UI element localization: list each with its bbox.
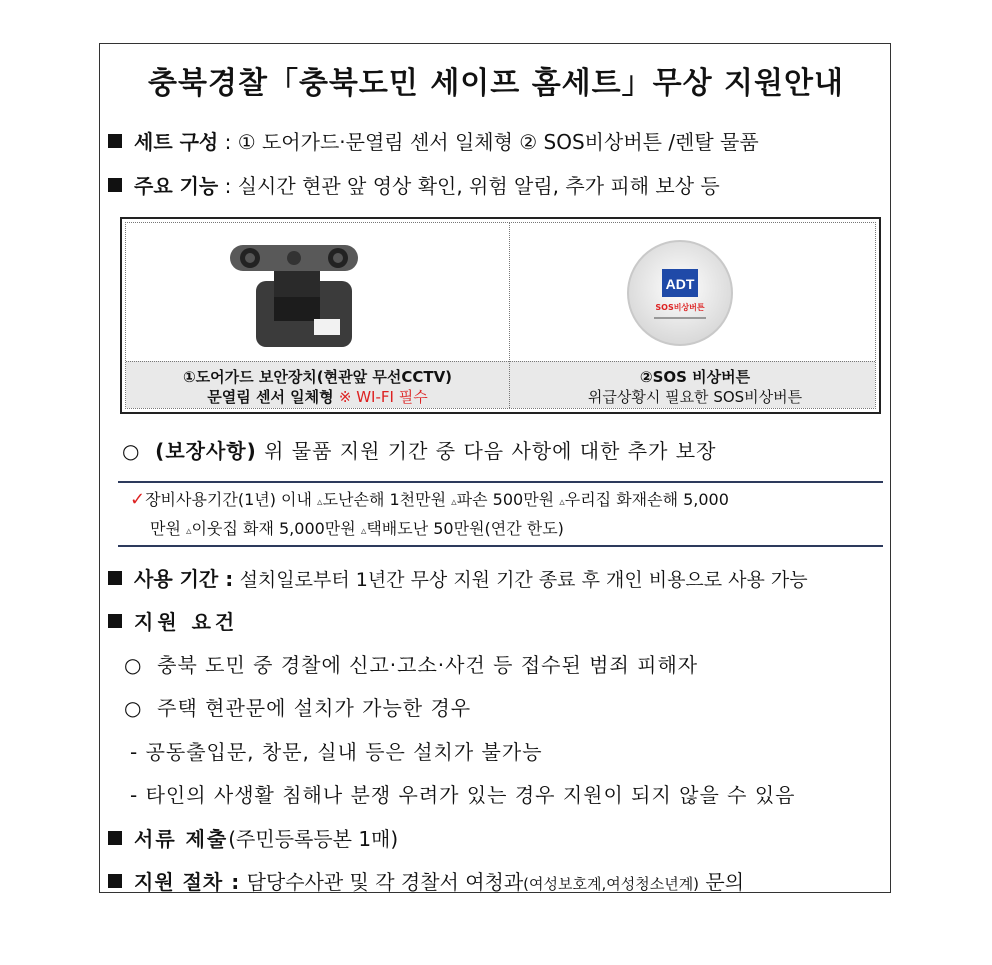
badge-text: SOS비상버튼 <box>655 303 705 312</box>
triangle-bullet-icon: ▵ <box>360 524 367 537</box>
circle-bullet-icon: ○ <box>124 696 143 720</box>
support-req-label: 지원 요건 <box>134 610 239 634</box>
guarantee-line1-b: 도난손해 1천만원 <box>322 490 447 509</box>
product1-caption <box>126 367 509 407</box>
set-config-label: 세트 구성 <box>134 130 219 154</box>
procedure-text-a: 담당수사관 및 각 경찰서 여청과 <box>246 870 524 894</box>
guarantee-label: (보장사항) <box>155 439 257 463</box>
product2-caption-line2: 위급상황시 필요한 SOS비상버튼 <box>587 388 803 406</box>
product1-caption-line2: 문열림 센서 일체형 <box>207 388 334 406</box>
usage-period-text: 설치일로부터 1년간 무상 지원 기간 종료 후 개인 비용으로 사용 가능 <box>239 569 808 591</box>
guarantee-line2-b: 이웃집 화재 5,000만원 <box>191 519 356 538</box>
documents-row <box>108 823 398 852</box>
triangle-bullet-icon: ▵ <box>186 524 192 537</box>
sos-button-image <box>610 237 750 347</box>
product2-caption-line1: ②SOS 비상버튼 <box>639 368 751 386</box>
guarantee-line1-d: 우리집 화재손해 5,000 <box>564 490 729 509</box>
product-table <box>120 217 881 414</box>
support-req-item2 <box>124 692 471 721</box>
page-title: 충북경찰「충북도민 세이프 홈세트」무상 지원안내 <box>148 66 844 101</box>
support-req-item1-text: 충북 도민 중 경찰에 신고·고소·사건 등 접수된 범죄 피해자 <box>157 653 699 677</box>
procedure-row <box>108 866 744 895</box>
product2-caption <box>510 367 880 407</box>
support-req-item1 <box>124 649 698 678</box>
set-config-text: : ① 도어가드·문열림 센서 일체형 ② SOS비상버튼 /렌탈 물품 <box>224 130 759 154</box>
triangle-bullet-icon: ▵ <box>317 495 323 508</box>
support-req-sub2: - 타인의 사생활 침해나 분쟁 우려가 있는 경우 지원이 되지 않을 수 있음 <box>130 783 796 807</box>
set-config-row <box>108 126 759 155</box>
procedure-label: 지원 절차 : <box>134 870 241 894</box>
badge-brand: ADT <box>665 276 695 292</box>
guarantee-details <box>130 486 880 544</box>
square-bullet-icon <box>108 571 122 585</box>
procedure-text-b: (여성보호계,여성청소년계) <box>523 875 700 893</box>
support-req-row <box>108 606 238 635</box>
guarantee-line2-a: 만원 <box>150 519 181 538</box>
guarantee-line1-c: 파손 500만원 <box>456 490 555 509</box>
main-features-label: 주요 기능 <box>134 174 219 198</box>
guarantee-text: 위 물품 지원 기간 중 다음 사항에 대한 추가 보장 <box>264 439 717 463</box>
documents-label: 서류 제출 <box>134 827 229 851</box>
triangle-bullet-icon: ▵ <box>451 495 457 508</box>
circle-bullet-icon: ○ <box>124 653 143 677</box>
circle-bullet-icon: ○ <box>122 439 141 463</box>
usage-period-row <box>108 563 808 592</box>
checkmark-icon: ✓ <box>130 489 146 510</box>
square-bullet-icon <box>108 614 122 628</box>
support-req-item2-text: 주택 현관문에 설치가 가능한 경우 <box>157 696 472 720</box>
main-features-text: : 실시간 현관 앞 영상 확인, 위험 알림, 추가 피해 보상 등 <box>224 174 720 198</box>
door-guard-device-image <box>216 233 376 353</box>
square-bullet-icon <box>108 831 122 845</box>
product1-caption-line1: ①도어가드 보안장치(현관앞 무선CCTV) <box>182 368 453 386</box>
guarantee-line1-a: 장비사용기간(1년) 이내 <box>145 490 312 509</box>
square-bullet-icon <box>108 874 122 888</box>
usage-period-label: 사용 기간 : <box>134 567 234 591</box>
product-table-inner <box>125 222 876 409</box>
square-bullet-icon <box>108 178 122 192</box>
product1-caption-note: ※ WI-FI 필수 <box>338 388 428 406</box>
square-bullet-icon <box>108 134 122 148</box>
guarantee-line2-c: 택배도난 50만원(연간 한도) <box>366 519 564 538</box>
guarantee-row <box>122 435 716 464</box>
triangle-bullet-icon: ▵ <box>559 495 565 508</box>
support-req-sub1: - 공동출입문, 창문, 실내 등은 설치가 불가능 <box>130 740 543 764</box>
procedure-text-c: 문의 <box>705 870 745 894</box>
main-features-row <box>108 170 720 199</box>
documents-text: (주민등록등본 1매) <box>228 827 399 851</box>
